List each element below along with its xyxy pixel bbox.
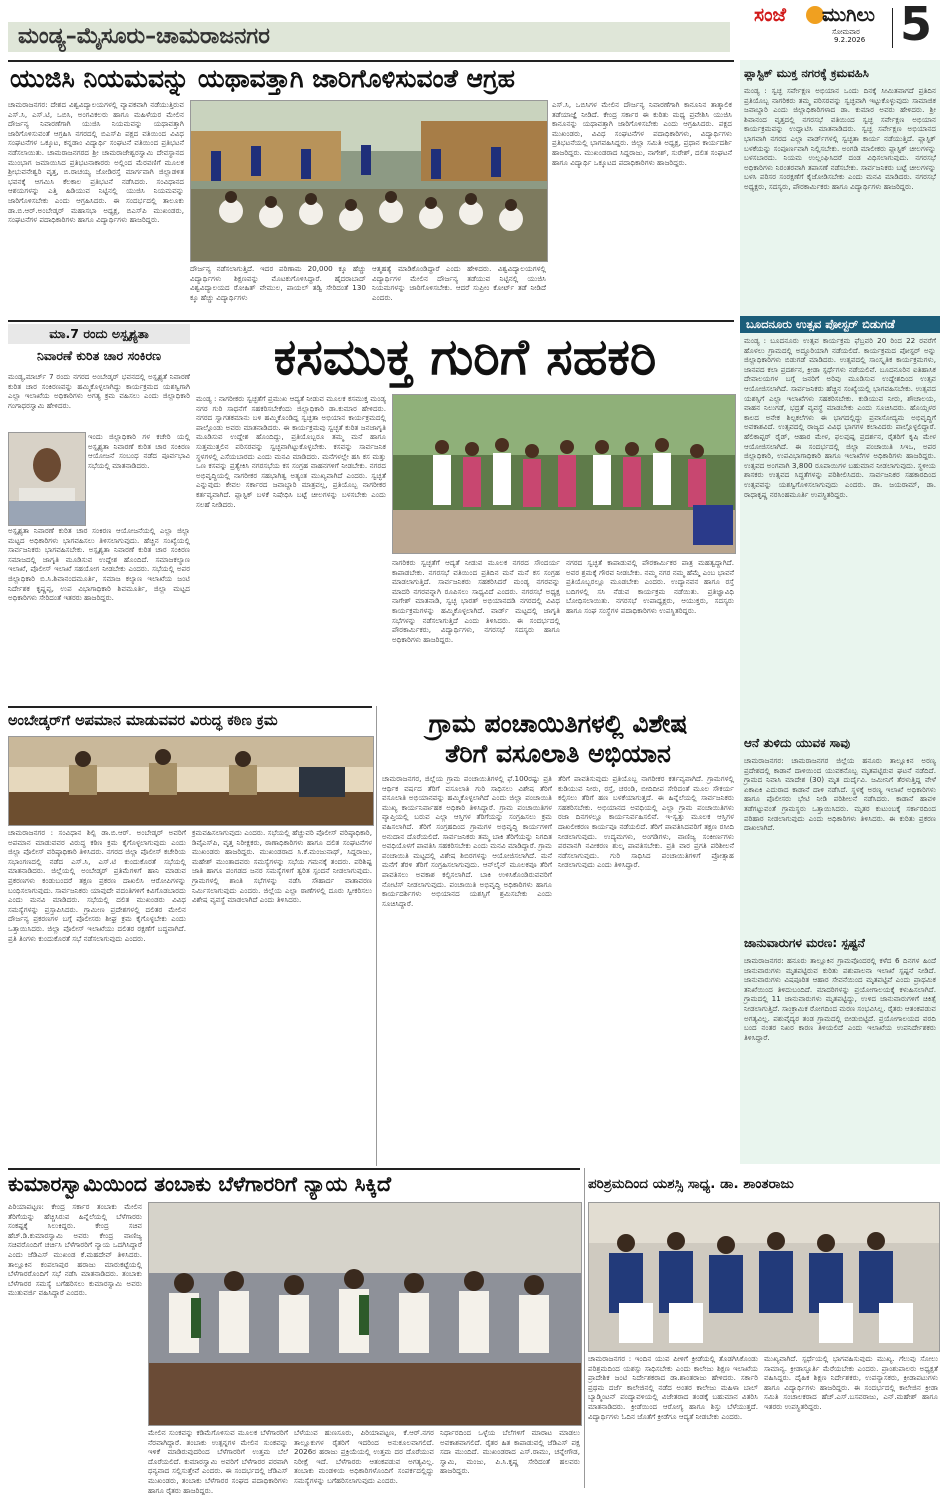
gram-col-2: ತೆರಿಗೆ ಪಾವತಿಸುವುದು ಪ್ರತಿಯೊಬ್ಬ ನಾಗರೀಕರ ಕರ್ತವ್ಯವಾಗಿದೆ. ಗ್ರಾಮಗಳಲ್ಲಿ ಕುಡಿಯುವ ನೀರು, ರಸ್ತೆ, ಚರಂಡಿ, ಬೀದಿದೀಪ ಸೇರಿದಂತೆ ಮೂಲ ಸೌಕರ್ಯ ಕಲ್ಪಿಸಲು ತೆರಿಗೆ ಹಣ ಬಳಕೆಯಾಗುತ್ತದೆ. ಈ ಹಿನ್ನೆಲೆಯಲ್ಲಿ ಸಾರ್ವಜನಿಕರು ಸಹಕರಿಸಬೇಕು. ಅಭಿಯಾನದ ಅವಧಿಯಲ್ಲಿ ಎಲ್ಲಾ ಗ್ರಾಮ ಪಂಚಾಯಿತಿಗಳು ರಜಾ ದಿನಗಳಲ್ಲೂ ಕಾರ್ಯನಿರ್ವಹಿಸಲಿವೆ. ಇ-ಸ್ವತ್ತು ಮೂಲಕ ಆಸ್ತಿಗಳ ದಾಖಲೀಕರಣ ಕಾರ್ಯವೂ ನಡೆಯಲಿದೆ. ತೆರಿಗೆ ಪಾವತಿಸಿದವರಿಗೆ ತಕ್ಷಣ ರಸೀದಿ ನೀಡಲಾಗುವುದು. ಉದ್ಯಮಗಳು, ಅಂಗಡಿಗಳು, ವಾಣಿಜ್ಯ ಸಂಕೀರ್ಣಗಳು ಪರವಾನಗಿ ನವೀಕರಣ ಶುಲ್ಕ ಪಾವತಿಸಬೇಕು. ಪ್ರತಿ ವಾರ ಪ್ರಗತಿ ಪರಿಶೀಲನೆ ನಡೆಸಲಾಗುವುದು. ಗುರಿ ಸಾಧಿಸಿದ ಪಂಚಾಯಿತಿಗಳಿಗೆ ಪ್ರೋತ್ಸಾಹ ನೀಡಲಾಗುವುದು ಎಂದು ತಿಳಿಸಿದ್ದಾರೆ. — [558, 774, 734, 870]
ugc-protest-image — [191, 101, 547, 261]
gram-divider — [376, 706, 377, 1166]
untouch-body: ಅಸ್ಪೃಶ್ಯತಾ ನಿವಾರಣೆ ಕುರಿತ ಚಾರ ಸಂಕಿರಣ ಆಯೋಜನೆಯಲ್ಲಿ ಎಲ್ಲಾ ಜಿಲ್ಲಾ ಮಟ್ಟದ ಅಧಿಕಾರಿಗಳು ಭಾಗವಹಿಸಲು ತಿಳಿಸಲಾಗುವುದು. ಹೆಚ್ಚಿನ ಸಂಖ್ಯೆಯಲ್ಲಿ ಸಾರ್ವಜನಿಕರು ಭಾಗವಹಿಸಬೇಕು. ಅಸ್ಪೃಶ್ಯತಾ ನಿವಾರಣೆ ಕುರಿತ ಚಾರ ಸಂಕಿರಣ ಸಮಾಜದಲ್ಲಿ ಜಾಗೃತಿ ಮೂಡಿಸುವ ಉದ್ದೇಶ ಹೊಂದಿದೆ. ಸಮಾಜಕಲ್ಯಾಣ ಇಲಾಖೆ, ಪೊಲೀಸ್ ಇಲಾಖೆ ಸಹಯೋಗ ನೀಡಬೇಕು ಎಂದರು. ಸಭೆಯಲ್ಲಿ ಅಪರ ಜಿಲ್ಲಾಧಿಕಾರಿ ಬಿ.ಸಿ.ಶಿವಾನಂದಮೂರ್ತಿ, ಸಮಾಜ ಕಲ್ಯಾಣ ಇಲಾಖೆಯ ಜಂಟಿ ನಿರ್ದೇಶಕ ಕೃಷ್ಣಪ್ಪ, ಉಪ ವಿಭಾಗಾಧಿಕಾರಿ ಶಿವಮೂರ್ತಿ, ಜಿಲ್ಲಾ ಮಟ್ಟದ ಅಧಿಕಾರಿಗಳು ಸೇರಿದಂತೆ ಇತರರು ಹಾಜರಿದ್ದರು. — [8, 526, 190, 603]
untouch-headline: ನಿವಾರಣೆ ಕುರಿತ ಚಾರ ಸಂಕಿರಣ — [36, 348, 162, 363]
sidebar-elephant-headline: ಆನೆ ತುಳಿದು ಯುವಕ ಸಾವು — [744, 736, 851, 750]
kasa-col-1: ಮಂಡ್ಯ : ನಾಗರೀಕರು ಸ್ವಚ್ಛತೆಗೆ ಪ್ರಮುಖ ಆದ್ಯತೆ ನೀಡುವ ಮೂಲಕ ಕಸಮುಕ್ತ ಮಂಡ್ಯ ನಗರ ಗುರಿ ಸಾಧನೆಗೆ ಸಹಕರಿಸಬೇಕೆಂದು ಜಿಲ್ಲಾಧಿಕಾರಿ ಡಾ.ಕುಮಾರ ಹೇಳಿದರು. ನಗರದ ಸ್ವಾಗತಕಮಾನು ಬಳಿ ಹಮ್ಮಿಕೊಂಡಿದ್ದ ಸ್ವಚ್ಛತಾ ಅಭಿಯಾನ ಕಾರ್ಯಕ್ರಮದಲ್ಲಿ ಪಾಲ್ಗೊಂಡು ಅವರು ಮಾತನಾಡಿದರು. ಈ ಕಾರ್ಯಕ್ರಮವು ಸ್ವಚ್ಛತೆ ಕುರಿತ ಜನಜಾಗೃತಿ ಮೂಡಿಸುವ ಉದ್ದೇಶ ಹೊಂದಿದ್ದು, ಪ್ರತಿಯೊಬ್ಬರೂ ತಮ್ಮ ಮನೆ ಹಾಗೂ ಸುತ್ತಮುತ್ತಲಿನ ಪರಿಸರವನ್ನು ಸ್ವಚ್ಛವಾಗಿಟ್ಟುಕೊಳ್ಳಬೇಕು. ಕಸವನ್ನು ಸಾರ್ವಜನಿಕ ಸ್ಥಳಗಳಲ್ಲಿ ಎಸೆಯಬಾರದು ಎಂದು ಮನವಿ ಮಾಡಿದರು. ಮನೆಗಳಲ್ಲೇ ಹಸಿ ಕಸ ಮತ್ತು ಒಣ ಕಸವನ್ನು ಪ್ರತ್ಯೇಕಿಸಿ ನಗರಸಭೆಯ ಕಸ ಸಂಗ್ರಹ ವಾಹನಗಳಿಗೆ ನೀಡಬೇಕು. ನಗರದ ಅಭಿವೃದ್ಧಿಯಲ್ಲಿ ನಾಗರೀಕರ ಸಹಭಾಗಿತ್ವ ಅತ್ಯಂತ ಮುಖ್ಯವಾಗಿದೆ ಎಂದರು. ಸ್ವಚ್ಛತೆ ಎನ್ನುವುದು ಕೇವಲ ಸರ್ಕಾರದ ಜವಾಬ್ದಾರಿ ಮಾತ್ರವಲ್ಲ, ಪ್ರತಿಯೊಬ್ಬ ನಾಗರೀಕರ ಕರ್ತವ್ಯವಾಗಿದೆ. ಪ್ಲಾಸ್ಟಿಕ್ ಬಳಕೆ ನಿಷೇಧಿಸಿ ಬಟ್ಟೆ ಚೀಲಗಳನ್ನು ಬಳಸಬೇಕು ಎಂದು ಸಲಹೆ ನೀಡಿದರು. — [196, 394, 386, 509]
sidebar-plastic-text: ಮಂಡ್ಯ : ಸ್ವಚ್ಛ ಸರ್ವೇಕ್ಷಣ ಅಭಿಯಾನ ಒಂದು ದಿನಕ್ಕೆ ಸೀಮಿತವಾಗದೆ ಪ್ರತಿದಿನ ಪ್ರತಿಯೊಬ್ಬ ನಾಗರಿಕರು ತಮ್ಮ ಪರಿಸರವನ್ನು ಸ್ವಚ್ಛವಾಗಿ ಇಟ್ಟುಕೊಳ್ಳುವುದು ಸಾಮಾಜಿಕ ಜವಾಬ್ದಾರಿ ಎಂದು ಜಿಲ್ಲಾಧಿಕಾರಿಗಳಾದ ಡಾ. ಕುಮಾರ ಅವರು ಹೇಳಿದರು. ಶ್ರೀ ಶಿವಾನಂದ ವೃತ್ತದಲ್ಲಿ ನಗರಸಭೆ ವತಿಯಿಂದ ಸ್ವಚ್ಛ ಸರ್ವೇಕ್ಷಣ ಅಭಿಯಾನ ಕಾರ್ಯಕ್ರಮವನ್ನು ಉದ್ಘಾಟಿಸಿ ಮಾತನಾಡಿದರು. ಸ್ವಚ್ಛ ಸರ್ವೇಕ್ಷಣ ಅಭಿಯಾನದ ಭಾಗವಾಗಿ ನಗರದ ಎಲ್ಲಾ ವಾರ್ಡ್‌ಗಳಲ್ಲಿ ಸ್ವಚ್ಛತಾ ಕಾರ್ಯ ನಡೆಯುತ್ತಿದೆ. ಪ್ಲಾಸ್ಟಿಕ್ ಬಳಕೆಯನ್ನು ಸಂಪೂರ್ಣವಾಗಿ ನಿಲ್ಲಿಸಬೇಕು. ಅಂಗಡಿ ಮಾಲೀಕರು ಪ್ಲಾಸ್ಟಿಕ್ ಚೀಲಗಳನ್ನು ಬಳಸಬಾರದು. ನಿಯಮ ಉಲ್ಲಂಘಿಸಿದರೆ ದಂಡ ವಿಧಿಸಲಾಗುವುದು. ನಗರಸಭೆ ಅಧಿಕಾರಿಗಳು ನಿರಂತರವಾಗಿ ತಪಾಸಣೆ ನಡೆಸಬೇಕು. ಸಾರ್ವಜನಿಕರು ಬಟ್ಟೆ ಚೀಲಗಳನ್ನು ಬಳಸಿ ಪರಿಸರ ಸಂರಕ್ಷಣೆಗೆ ಕೈಜೋಡಿಸಬೇಕು ಎಂದು ಮನವಿ ಮಾಡಿದರು. ನಗರಸಭೆ ಅಧ್ಯಕ್ಷರು, ಸದಸ್ಯರು, ಪೌರಕಾರ್ಮಿಕರು ಹಾಗೂ ವಿದ್ಯಾರ್ಥಿಗಳು ಹಾಜರಿದ್ದರು. — [744, 86, 936, 191]
sidebar-cattle-headline: ಜಾನುವಾರುಗಳ ಮರಣ: ಸ್ಪಷ್ಟನೆ — [744, 936, 865, 950]
ambedkar-photo — [8, 736, 374, 826]
sidebar-plastic-headline: ಪ್ಲಾಸ್ಟಿಕ್ ಮುಕ್ತ ನಗರಕ್ಕೆ ಕ್ರಮವಹಿಸಿ — [744, 66, 869, 80]
kasa-pledge-image — [393, 395, 735, 553]
untouch-photo — [8, 432, 86, 526]
kumar-col-4: ನಿರ್ಧಾರದಿಂದ ಒಳ್ಳೆಯ ಬೆಲೆಗಳಿಗೆ ಮಾರಾಟ ಮಾಡಲು ಅವಕಾಶವಾಗಲಿದೆ. ರೈತರ ಹಿತ ಕಾಪಾಡುವಲ್ಲಿ ಜೆಡಿಎಸ್ ಪಕ್ಷ ಸದಾ ಮುಂದಿದೆ. ಮುಖಂಡರಾದ ಎಸ್.ರಾಮು, ಚನ್ನೇಗೌಡ, ಸ್ವಾಮಿ, ಮಂಜು, ಪಿ.ಸಿ.ಕೃಷ್ಣ ಸೇರಿದಂತೆ ಹಲವರು ಹಾಜರಿದ್ದರು. — [440, 1428, 580, 1476]
shantaraju-divider — [584, 1168, 585, 1488]
shantaraju-headline: ಪರಿಶ್ರಮದಿಂದ ಯಶಸ್ಸಿ ಸಾಧ್ಯ. ಡಾ. ಶಾಂತರಾಜು — [588, 1176, 794, 1192]
untouch-side: ಇಂದು ಜಿಲ್ಲಾಧಿಕಾರಿ ಗಳ ಕಚೇರಿ ಯಲ್ಲಿ ಅಸ್ಪೃಶ್ಯತಾ ನಿವಾರಣೆ ಕುರಿತ ಚಾರ ಸಂಕಿರಣ ಆಯೋಜನೆ ಸಂಬಂಧ ನಡೆದ ಪೂರ್ವಭಾವಿ ಸಭೆಯಲ್ಲಿ ಮಾತನಾಡಿದರು. — [88, 432, 190, 470]
gram-headline-1: ಗ್ರಾಮ ಪಂಚಾಯಿತಿಗಳಲ್ಲಿ ವಿಶೇಷ — [428, 709, 688, 738]
untouch-kicker: ಮಾ.7 ರಂದು ಅಸ್ಪೃಶ್ಯತಾ — [49, 326, 149, 341]
ugc-protest-photo — [190, 100, 548, 262]
sidebar-elephant-text: ಚಾಮರಾಜನಗರ: ಚಾಮರಾಜನಗರ ಜಿಲ್ಲೆಯ ಹನೂರು ತಾಲ್ಲೂಕಿನ ಅರಣ್ಯ ಪ್ರದೇಶದಲ್ಲಿ ಕಾಡಾನೆ ದಾಳಿಯಿಂದ ಯುವಕನೊಬ್ಬ ಮೃತಪಟ್ಟಿರುವ ಘಟನೆ ನಡೆದಿದೆ. ಗ್ರಾಮದ ನಿವಾಸಿ ಮಾದೇಶ (30) ಮೃತ ದುರ್ದೈವಿ. ಜಮೀನಿಗೆ ತೆರಳುತ್ತಿದ್ದ ವೇಳೆ ಏಕಾಏಕಿ ಎದುರಾದ ಕಾಡಾನೆ ದಾಳಿ ನಡೆಸಿದೆ. ಸ್ಥಳಕ್ಕೆ ಅರಣ್ಯ ಇಲಾಖೆ ಅಧಿಕಾರಿಗಳು ಹಾಗೂ ಪೊಲೀಸರು ಭೇಟಿ ನೀಡಿ ಪರಿಶೀಲನೆ ನಡೆಸಿದರು. ಕಾಡಾನೆ ಹಾವಳಿ ತಡೆಗಟ್ಟುವಂತೆ ಗ್ರಾಮಸ್ಥರು ಒತ್ತಾಯಿಸಿದರು. ಮೃತರ ಕುಟುಂಬಕ್ಕೆ ಸರ್ಕಾರದಿಂದ ಪರಿಹಾರ ನೀಡಲಾಗುವುದು ಎಂದು ಅಧಿಕಾರಿಗಳು ತಿಳಿಸಿದರು. ಈ ಕುರಿತು ಪ್ರಕರಣ ದಾಖಲಾಗಿದೆ. — [744, 756, 936, 833]
shantaraju-col-1: ಚಾಮರಾಜನಗರ : ಇಂದಿನ ಯುವ ಪೀಳಿಗೆ ಕ್ರೀಡೆಯಲ್ಲಿ ತೊಡಗಿಸಿಕೊಂಡು ಪರಿಶ್ರಮದಿಂದ ಯಶಸ್ಸು ಸಾಧಿಸಬೇಕು ಎಂದು ಕಾಲೇಜು ಶಿಕ್ಷಣ ಇಲಾಖೆಯ ಪ್ರಾದೇಶಿಕ ಜಂಟಿ ನಿರ್ದೇಶಕರಾದ ಡಾ.ಶಾಂತರಾಜು ಹೇಳಿದರು. ಸರ್ಕಾರಿ ಪ್ರಥಮ ದರ್ಜೆ ಕಾಲೇಜಿನಲ್ಲಿ ನಡೆದ ಅಂತರ ಕಾಲೇಜು ಮಹಿಳಾ ಬಾಲ್ ಬ್ಯಾಡ್ಮಿಂಟನ್ ಪಂದ್ಯಾವಳಿಯಲ್ಲಿ ವಿಜೇತರಾದ ತಂಡಕ್ಕೆ ಬಹುಮಾನ ವಿತರಿಸಿ ಮಾತನಾಡಿದರು. ಕ್ರೀಡೆಯಿಂದ ಆರೋಗ್ಯ ಹಾಗೂ ಶಿಸ್ತು ಬೆಳೆಯುತ್ತದೆ. ವಿದ್ಯಾರ್ಥಿಗಳು ಓದಿನ ಜೊತೆಗೆ ಕ್ರೀಡೆಗೂ ಆದ್ಯತೆ ನೀಡಬೇಕು ಎಂದರು. — [588, 1354, 758, 1421]
ugc-headline: ಯುಜಿಸಿ ನಿಯಮವನ್ನು ಯಥಾವತ್ತಾಗಿ ಜಾರಿಗೊಳಿಸುವಂತೆ ಆಗ್ರಹ — [10, 64, 515, 93]
page-number-divider — [892, 8, 893, 48]
gram-headline-2: ತೆರಿಗೆ ವಸೂಲಾತಿ ಅಭಿಯಾನ — [445, 739, 671, 768]
ambedkar-headline: ಅಂಬೇಡ್ಕರ್‌ಗೆ ಅಪಮಾನ ಮಾಡುವವರ ವಿರುದ್ಧ ಕಠಿಣ ಕ್ರಮ — [8, 713, 278, 729]
kumar-photo — [148, 1202, 582, 1426]
ugc-col-3: ಆತ್ಮಹತ್ಯೆ ಮಾಡಿಕೊಂಡಿದ್ದಾರೆ ಎಂದು ಹೇಳಿದರು. ವಿಶ್ವವಿದ್ಯಾಲಯಗಳಲ್ಲಿ ವಿದ್ಯಾರ್ಥಿಗಳ ಮೇಲಿನ ದೌರ್ಜನ್ಯ ತಡೆಯುವ ನಿಟ್ಟಿನಲ್ಲಿ ಯುಜಿಸಿ ನಿಯಮಗಳನ್ನು ಜಾರಿಗೊಳಿಸಬೇಕು. ಆದರೆ ಸುಪ್ರೀಂ ಕೋರ್ಟ್ ತಡೆ ನೀಡಿದೆ ಎಂದರು. — [372, 264, 546, 302]
sidebar-budanur-text: ಮಂಡ್ಯ : ಬೂದನೂರು ಉತ್ಸವ ಕಾರ್ಯಕ್ರಮ ಫೆಬ್ರವರಿ 20 ರಿಂದ 22 ರವರೆಗೆ ಹೊಳಲು ಗ್ರಾಮದಲ್ಲಿ ಅದ್ಧೂರಿಯಾಗಿ ನಡೆಯಲಿದೆ. ಕಾರ್ಯಕ್ರಮದ ಪೋಸ್ಟರ್ ಅನ್ನು ಜಿಲ್ಲಾಧಿಕಾರಿಗಳು ಬಿಡುಗಡೆ ಮಾಡಿದರು. ಉತ್ಸವದಲ್ಲಿ ಸಾಂಸ್ಕೃತಿಕ ಕಾರ್ಯಕ್ರಮಗಳು, ಜಾನಪದ ಕಲಾ ಪ್ರದರ್ಶನ, ಕ್ರೀಡಾ ಸ್ಪರ್ಧೆಗಳು ನಡೆಯಲಿವೆ. ಬೂದನೂರಿನ ಐತಿಹಾಸಿಕ ದೇವಾಲಯಗಳ ಬಗ್ಗೆ ಜನರಿಗೆ ಅರಿವು ಮೂಡಿಸುವ ಉದ್ದೇಶದಿಂದ ಉತ್ಸವ ಆಯೋಜಿಸಲಾಗಿದೆ. ಸಾರ್ವಜನಿಕರು ಹೆಚ್ಚಿನ ಸಂಖ್ಯೆಯಲ್ಲಿ ಭಾಗವಹಿಸಬೇಕು. ಉತ್ಸವದ ಯಶಸ್ಸಿಗೆ ಎಲ್ಲಾ ಇಲಾಖೆಗಳು ಸಹಕರಿಸಬೇಕು. ಕುಡಿಯುವ ನೀರು, ಶೌಚಾಲಯ, ವಾಹನ ನಿಲುಗಡೆ, ಭದ್ರತೆ ವ್ಯವಸ್ಥೆ ಮಾಡಬೇಕು ಎಂದು ಸೂಚಿಸಿದರು. ಹೊಯ್ಸಳರ ಕಾಲದ ಅನೇಕ ಶಿಲ್ಪಕಲೆಗಳು ಈ ಭಾಗದಲ್ಲಿದ್ದು ಪ್ರವಾಸೋದ್ಯಮ ಅಭಿವೃದ್ಧಿಗೆ ಅವಕಾಶವಿದೆ. ಉತ್ಸವದಲ್ಲಿ ರಾಜ್ಯದ ವಿವಿಧ ಭಾಗಗಳ ಕಲಾವಿದರು ಪಾಲ್ಗೊಳ್ಳಲಿದ್ದಾರೆ. ಹೆಲಿಕಾಪ್ಟರ್ ರೈಡ್, ಆಹಾರ ಮೇಳ, ಫಲಪುಷ್ಪ ಪ್ರದರ್ಶನ, ರೈತರಿಗೆ ಕೃಷಿ ಮೇಳ ಆಯೋಜಿಸಲಾಗಿದೆ. ಈ ಸಂದರ್ಭದಲ್ಲಿ ಜಿಲ್ಲಾ ಪಂಚಾಯಿತಿ ಸಿಇಒ, ಅಪರ ಜಿಲ್ಲಾಧಿಕಾರಿ, ಉಪವಿಭಾಗಾಧಿಕಾರಿ ಹಾಗೂ ಇಲಾಖೆಗಳ ಅಧಿಕಾರಿಗಳು ಹಾಜರಿದ್ದರು. ಉತ್ಸವದ ಅಂಗವಾಗಿ 3,800 ರೂಪಾಯಿಗಳ ಬಹುಮಾನ ನೀಡಲಾಗುವುದು. ಸ್ಥಳೀಯ ಶಾಸಕರು ಉತ್ಸವದ ಸಿದ್ಧತೆಗಳನ್ನು ಪರಿಶೀಲಿಸಿದರು. ಸಾರ್ವಜನಿಕರ ಸಹಕಾರದಿಂದ ಉತ್ಸವವನ್ನು ಯಶಸ್ವಿಗೊಳಿಸಲಾಗುವುದು ಎಂದರು. ಡಾ. ಜಯರಾಮ್, ಡಾ. ರಾಧಾಕೃಷ್ಣ ನರಸಿಂಹಮೂರ್ತಿ ಉಪಸ್ಥಿತರಿದ್ದರು. — [744, 336, 936, 499]
paper-logo — [754, 2, 890, 44]
shantaraju-col-2: ಮುಖ್ಯವಾಗಿದೆ. ಸ್ಪರ್ಧೆಯಲ್ಲಿ ಭಾಗವಹಿಸುವುದು ಮುಖ್ಯ. ಗೆಲುವು ಸೋಲು ಸಾಮಾನ್ಯ. ಕ್ರೀಡಾಸ್ಫೂರ್ತಿ ಮೆರೆಯಬೇಕು ಎಂದರು. ಪ್ರಾಂಶುಪಾಲರು ಅಧ್ಯಕ್ಷತೆ ವಹಿಸಿದ್ದರು. ದೈಹಿಕ ಶಿಕ್ಷಣ ನಿರ್ದೇಶಕರು, ಉಪನ್ಯಾಸಕರು, ಕ್ರೀಡಾಪಟುಗಳು ಹಾಗೂ ವಿದ್ಯಾರ್ಥಿಗಳು ಹಾಜರಿದ್ದರು. ಈ ಸಂದರ್ಭದಲ್ಲಿ ಕಾಲೇಜಿನ ಕ್ರೀಡಾ ಸಮಿತಿ ಸಂಚಾಲಕರಾದ ಹೆಚ್.ಎಸ್.ಬಸವರಾಜು, ಎನ್.ಮಹೇಶ್ ಹಾಗೂ ಇತರರು ಉಪಸ್ಥಿತರಿದ್ದರು. — [764, 1354, 938, 1411]
ugc-col-2: ದೌರ್ಜನ್ಯ ನಡೆಸಲಾಗುತ್ತಿದೆ. ಇದರ ಪರಿಣಾಮ 20,000 ಕ್ಕೂ ಹೆಚ್ಚು ವಿದ್ಯಾರ್ಥಿಗಳು ಶಿಕ್ಷಣವನ್ನು ಮೊಟಕುಗೊಳಿಸಿದ್ದಾರೆ. ಹೈದರಾಬಾದ್ ವಿಶ್ವವಿದ್ಯಾಲಯದ ರೋಹಿತ್ ವೇಮುಲ, ಪಾಯಲ್ ತಡ್ವಿ ಸೇರಿದಂತೆ 130 ಕ್ಕೂ ಹೆಚ್ಚು ವಿದ್ಯಾರ್ಥಿಗಳು — [190, 264, 366, 302]
masthead — [0, 0, 945, 60]
issue-date: 9.2.2026 — [834, 36, 866, 44]
ugc-col-1: ಚಾಮರಾಜನಗರ: ದೇಶದ ವಿಶ್ವವಿದ್ಯಾಲಯಗಳಲ್ಲಿ ವ್ಯಾಪಕವಾಗಿ ನಡೆಯುತ್ತಿರುವ ಎಸ್.ಸಿ, ಎಸ್.ಟಿ, ಒಬಿಸಿ, ಅಂಗವಿಕಲರು ಹಾಗೂ ಮಹಿಳೆಯರ ಮೇಲಿನ ದೌರ್ಜನ್ಯ ನಿವಾರಣೆಗಾಗಿ ಯುಜಿಸಿ ನಿಯಮವನ್ನು ಯಥಾವತ್ತಾಗಿ ಜಾರಿಗೊಳಿಸುವಂತೆ ಆಗ್ರಹಿಸಿ ನಗರದಲ್ಲಿ ಬಿಎಸ್‌ಪಿ ಪಕ್ಷದ ವತಿಯಿಂದ ವಿವಿಧ ಸಂಘಟನೆಗಳ ಒಕ್ಕೂಟ, ಕನ್ನಡಾಂ ವಿದ್ಯಾರ್ಥಿ ಸಂಘಟನೆ ವತಿಯಿಂದ ಪ್ರತಿಭಟನೆ ನಡೆಸಲಾಯಿತು. ಚಾಮರಾಜನಗರದ ಶ್ರೀ ಚಾಮರಾಜೇಶ್ವರಸ್ವಾಮಿ ದೇವಸ್ಥಾನದ ಮುಂಭಾಗ ಜಮಾಯಿಸಿದ ಪ್ರತಿಭಟನಾಕಾರರು ಅಲ್ಲಿಂದ ಮೆರವಣಿಗೆ ಮೂಲಕ ಶ್ರೀಭುವನೇಶ್ವರಿ ವೃತ್ತ, ಬಿ.ರಾಚಯ್ಯ ಜೋಡಿರಸ್ತೆ ಮಾರ್ಗವಾಗಿ ಜಿಲ್ಲಾಡಳಿತ ಭವನಕ್ಕೆ ಆಗಮಿಸಿ ಕೆಲಕಾಲ ಪ್ರತಿಭಟನೆ ನಡೆಸಿದರು. ಸಂವಿಧಾನದ ಆಶಯಗಳನ್ನು ಎತ್ತಿ ಹಿಡಿಯುವ ನಿಟ್ಟಿನಲ್ಲಿ ಯುಜಿಸಿ ನಿಯಮವನ್ನು ಜಾರಿಗೊಳಿಸಬೇಕು ಎಂದು ಆಗ್ರಹಿಸಿದರು. ಈ ಸಂದರ್ಭದಲ್ಲಿ ತಾಲೂಕು ಡಾ.ಬಿ.ಆರ್.ಅಂಬೇಡ್ಕರ್ ಮಹಾಸಭಾ ಅಧ್ಯಕ್ಷ, ಬಿಎಸ್‌ಪಿ ಮುಖಂಡರು, ಸಂಘಟನೆಗಳ ಪದಾಧಿಕಾರಿಗಳು ಹಾಗೂ ವಿದ್ಯಾರ್ಥಿಗಳು ಹಾಜರಿದ್ದರು. — [8, 100, 184, 225]
sidebar-budanur-headline: ಬೂದನೂರು ಉತ್ಸವ ಪೋಸ್ಟರ್ ಬಿಡುಗಡೆ — [740, 316, 940, 333]
kasa-headline: ಕಸಮುಕ್ತ ಗುರಿಗೆ ಸಹಕರಿ — [273, 328, 657, 386]
ambedkar-col-1: ಚಾಮರಾಜನಗರ : ಸಂವಿಧಾನ ಶಿಲ್ಪಿ ಡಾ.ಬಿ.ಆರ್. ಅಂಬೇಡ್ಕರ್ ಅವರಿಗೆ ಅಪಮಾನ ಮಾಡುವವರ ವಿರುದ್ಧ ಕಠಿಣ ಕ್ರಮ ಕೈಗೊಳ್ಳಲಾಗುವುದು ಎಂದು ಜಿಲ್ಲಾ ಪೊಲೀಸ್ ವರಿಷ್ಠಾಧಿಕಾರಿ ತಿಳಿಸಿದರು. ನಗರದ ಜಿಲ್ಲಾ ಪೊಲೀಸ್ ಕಚೇರಿಯ ಸಭಾಂಗಣದಲ್ಲಿ ನಡೆದ ಎಸ್.ಸಿ, ಎಸ್.ಟಿ ಕುಂದುಕೊರತೆ ಸಭೆಯಲ್ಲಿ ಮಾತನಾಡಿದರು. ಜಿಲ್ಲೆಯಲ್ಲಿ ಅಂಬೇಡ್ಕರ್ ಪ್ರತಿಮೆಗಳಿಗೆ ಹಾನಿ ಮಾಡುವ ಪ್ರಕರಣಗಳು ಕಂಡುಬಂದರೆ ತಕ್ಷಣ ಪ್ರಕರಣ ದಾಖಲಿಸಿ ಆರೋಪಿಗಳನ್ನು ಬಂಧಿಸಲಾಗುವುದು. ಸಾರ್ವಜನಿಕರು ಯಾವುದೇ ವದಂತಿಗಳಿಗೆ ಕಿವಿಗೊಡಬಾರದು ಎಂದು ಮನವಿ ಮಾಡಿದರು. ಸಭೆಯಲ್ಲಿ ದಲಿತ ಮುಖಂಡರು ವಿವಿಧ ಸಮಸ್ಯೆಗಳನ್ನು ಪ್ರಸ್ತಾಪಿಸಿದರು. ಗ್ರಾಮೀಣ ಪ್ರದೇಶಗಳಲ್ಲಿ ದಲಿತರ ಮೇಲಿನ ದೌರ್ಜನ್ಯ ಪ್ರಕರಣಗಳ ಬಗ್ಗೆ ಪೊಲೀಸರು ಶೀಘ್ರ ಕ್ರಮ ಕೈಗೊಳ್ಳಬೇಕು ಎಂದು ಒತ್ತಾಯಿಸಿದರು. ಜಿಲ್ಲಾ ಪೊಲೀಸ್ ಇಲಾಖೆಯು ದಲಿತರ ರಕ್ಷಣೆಗೆ ಬದ್ಧವಾಗಿದೆ. ಪ್ರತಿ ತಿಂಗಳು ಕುಂದುಕೊರತೆ ಸಭೆ ನಡೆಸಲಾಗುವುದು ಎಂದರು. — [8, 828, 186, 943]
kumar-headline: ಕುಮಾರಸ್ವಾಮಿಯಿಂದ ತಂಬಾಕು ಬೆಳೆಗಾರರಿಗೆ ನ್ಯಾಯ ಸಿಕ್ಕಿದೆ — [8, 1172, 392, 1196]
untouch-lead: ಮಂಡ್ಯ,ಮಾರ್ಚ್ 7 ರಂದು ನಗರದ ಅಂಬೇಡ್ಕರ್ ಭವನದಲ್ಲಿ ಅಸ್ಪೃಶ್ಯತೆ ನಿವಾರಣೆ ಕುರಿತ ಚಾರ ಸಂಕಿರಣವನ್ನು ಹಮ್ಮಿಕೊಳ್ಳಲಾಗಿದ್ದು ಕಾರ್ಯಕ್ರಮದ ಯಶಸ್ವಿಗಾಗಿ ಎಲ್ಲಾ ಇಲಾಖೆಯ ಅಧಿಕಾರಿಗಳು ಅಗತ್ಯ ಕ್ರಮ ವಹಿಸಲು ಎಂದು ಜಿಲ್ಲಾಧಿಕಾರಿ ಗಂಗಾಧರಸ್ವಾಮಿ ಹೇಳಿದರು. — [8, 372, 190, 410]
ambedkar-col-2: ಕ್ರಮವಹಿಸಲಾಗುವುದು ಎಂದರು. ಸಭೆಯಲ್ಲಿ ಹೆಚ್ಚುವರಿ ಪೊಲೀಸ್ ವರಿಷ್ಠಾಧಿಕಾರಿ, ಡಿವೈಎಸ್‌ಪಿ, ವೃತ್ತ ನಿರೀಕ್ಷಕರು, ಠಾಣಾಧಿಕಾರಿಗಳು ಹಾಗೂ ದಲಿತ ಸಂಘಟನೆಗಳ ಮುಖಂಡರು ಹಾಜರಿದ್ದರು. ಮುಖಂಡರಾದ ಸಿ.ಕೆ.ಮಂಜುನಾಥ್, ಸಿದ್ದರಾಜು, ಮಹೇಶ್ ಮುಂತಾದವರು ಸಮಸ್ಯೆಗಳನ್ನು ಸಭೆಯ ಗಮನಕ್ಕೆ ತಂದರು. ಪರಿಶಿಷ್ಟ ಜಾತಿ ಹಾಗೂ ಪಂಗಡದ ಜನರ ಸಮಸ್ಯೆಗಳಿಗೆ ತ್ವರಿತ ಸ್ಪಂದನೆ ನೀಡಲಾಗುವುದು. ಗ್ರಾಮಗಳಲ್ಲಿ ಶಾಂತಿ ಸಭೆಗಳನ್ನು ನಡೆಸಿ ಸೌಹಾರ್ದ ವಾತಾವರಣ ನಿರ್ಮಿಸಲಾಗುವುದು ಎಂದರು. ಜಿಲ್ಲೆಯ ಎಲ್ಲಾ ಠಾಣೆಗಳಲ್ಲಿ ದೂರು ಸ್ವೀಕರಿಸಲು ವಿಶೇಷ ವ್ಯವಸ್ಥೆ ಮಾಡಲಾಗಿದೆ ಎಂದು ತಿಳಿಸಿದರು. — [192, 828, 372, 905]
masthead-region-bar — [8, 22, 730, 52]
untouch-top-rule — [8, 320, 734, 322]
untouch-person-image — [9, 433, 85, 525]
ambedkar-meeting-image — [9, 737, 373, 825]
shantaraju-team-image — [589, 1203, 939, 1351]
ugc-col-4: ಎಸ್.ಸಿ, ಒಬಿಸಿಗಳ ಮೇಲಿನ ದೌರ್ಜನ್ಯ ನಿವಾರಣೆಗಾಗಿ ಕಾನೂನಿನ ತಾತ್ಕಾಲಿಕ ತಡೆಯಾಜ್ಞೆ ನೀಡಿದೆ. ಕೇಂದ್ರ ಸರ್ಕಾರ ಈ ಕುರಿತು ಮಧ್ಯ ಪ್ರವೇಶಿಸಿ ಯುಜಿಸಿ ಕಾನೂನನ್ನು ಯಥಾವತ್ತಾಗಿ ಜಾರಿಗೊಳಿಸಬೇಕು ಎಂದು ಆಗ್ರಹಿಸಿದರು. ಪಕ್ಷದ ಮುಖಂಡರು, ವಿವಿಧ ಸಂಘಟನೆಗಳ ಪದಾಧಿಕಾರಿಗಳು, ವಿದ್ಯಾರ್ಥಿಗಳು ಪ್ರತಿಭಟನೆಯಲ್ಲಿ ಭಾಗವಹಿಸಿದ್ದರು. ಜಿಲ್ಲಾ ಸಮಿತಿ ಅಧ್ಯಕ್ಷ, ಪ್ರಧಾನ ಕಾರ್ಯದರ್ಶಿ ಹಾಜರಿದ್ದರು. ಮುಖಂಡರಾದ ಸಿದ್ದರಾಜು, ನಾಗೇಶ್, ಸುರೇಶ್, ದಲಿತ ಸಂಘಟನೆ ಹಾಗೂ ವಿದ್ಯಾರ್ಥಿ ಒಕ್ಕೂಟದ ಪದಾಧಿಕಾರಿಗಳು ಹಾಜರಿದ್ದರು. — [552, 100, 732, 167]
untouch-kicker-box — [8, 324, 190, 344]
paper-name-1: ಸಂಜೆ — [754, 4, 787, 26]
kumar-col-1: ಪಿರಿಯಾಪಟ್ಟಣ: ಕೇಂದ್ರ ಸರ್ಕಾರ ತಂಬಾಕು ಮೇಲಿನ ತೆರಿಗೆಯನ್ನು ಹೆಚ್ಚಿಸಿರುವ ಹಿನ್ನೆಲೆಯಲ್ಲಿ ಬೆಳೆಗಾರರು ಸಂಕಷ್ಟಕ್ಕೆ ಸಿಲುಕಿದ್ದರು. ಕೇಂದ್ರ ಸಚಿವ ಹೆಚ್.ಡಿ.ಕುಮಾರಸ್ವಾಮಿ ಅವರು ಕೇಂದ್ರ ವಾಣಿಜ್ಯ ಸಚಿವರೊಂದಿಗೆ ಚರ್ಚಿಸಿ ಬೆಳೆಗಾರರಿಗೆ ನ್ಯಾಯ ಒದಗಿಸಿದ್ದಾರೆ ಎಂದು ಜೆಡಿಎಸ್ ಮುಖಂಡ ಕೆ.ಮಹದೇವ್ ತಿಳಿಸಿದರು. ತಾಲ್ಲೂಕಿನ ಕಂಪಲಾಪುರ ಹರಾಜು ಮಾರುಕಟ್ಟೆಯಲ್ಲಿ ಬೆಳೆಗಾರರೊಂದಿಗೆ ಸಭೆ ನಡೆಸಿ ಮಾತನಾಡಿದರು. ತಂಬಾಕು ಬೆಳೆಗಾರರ ಸಮಸ್ಯೆ ಬಗೆಹರಿಸಲು ಕುಮಾರಸ್ವಾಮಿ ಅವರು ಮುತುವರ್ಜಿ ವಹಿಸಿದ್ದಾರೆ ಎಂದರು. — [8, 1202, 142, 1298]
kumar-col-2: ಮೇಲಿನ ಸುಂಕವನ್ನು ಕಡಿಮೆಗೊಳಿಸುವ ಮೂಲಕ ಬೆಳೆಗಾರರಿಗೆ ನೆರವಾಗಿದ್ದಾರೆ. ತಂಬಾಕು ಉತ್ಪನ್ನಗಳ ಮೇಲಿನ ಸುಂಕವನ್ನು ಇಳಿಕೆ ಮಾಡಿರುವುದರಿಂದ ಬೆಳೆಗಾರರಿಗೆ ಉತ್ತಮ ಬೆಲೆ ದೊರೆಯಲಿದೆ. ಕುಮಾರಸ್ವಾಮಿ ಅವರಿಗೆ ಬೆಳೆಗಾರರ ಪರವಾಗಿ ಧನ್ಯವಾದ ಸಲ್ಲಿಸುತ್ತೇವೆ ಎಂದರು. ಈ ಸಂದರ್ಭದಲ್ಲಿ ಜೆಡಿಎಸ್ ಮುಖಂಡರು, ತಂಬಾಕು ಬೆಳೆಗಾರರ ಸಂಘದ ಪದಾಧಿಕಾರಿಗಳು ಹಾಗೂ ರೈತರು ಹಾಜರಿದ್ದರು. — [148, 1428, 288, 1495]
shantaraju-photo — [588, 1202, 940, 1352]
gram-col-1: ಚಾಮರಾಜನಗರ, ಜಿಲ್ಲೆಯ ಗ್ರಾಮ ಪಂಚಾಯಿತಿಗಳಲ್ಲಿ ಫೆ.100ರಷ್ಟು ಪ್ರತಿ ಆರ್ಥಿಕ ವರ್ಷದ ತೆರಿಗೆ ವಸೂಲಾತಿ ಗುರಿ ಸಾಧಿಸಲು ವಿಶೇಷ ತೆರಿಗೆ ವಸೂಲಾತಿ ಅಭಿಯಾನವನ್ನು ಹಮ್ಮಿಕೊಳ್ಳಲಾಗಿದೆ ಎಂದು ಜಿಲ್ಲಾ ಪಂಚಾಯಿತಿ ಮುಖ್ಯ ಕಾರ್ಯನಿರ್ವಾಹಕ ಅಧಿಕಾರಿ ತಿಳಿಸಿದ್ದಾರೆ. ಗ್ರಾಮ ಪಂಚಾಯಿತಿಗಳ ವ್ಯಾಪ್ತಿಯಲ್ಲಿ ಬರುವ ಎಲ್ಲಾ ಆಸ್ತಿಗಳ ತೆರಿಗೆಯನ್ನು ಸಂಗ್ರಹಿಸಲು ಕ್ರಮ ವಹಿಸಲಾಗಿದೆ. ತೆರಿಗೆ ಸಂಗ್ರಹದಿಂದ ಗ್ರಾಮಗಳ ಅಭಿವೃದ್ಧಿ ಕಾರ್ಯಗಳಿಗೆ ಅನುದಾನ ದೊರೆಯಲಿದೆ. ಸಾರ್ವಜನಿಕರು ತಮ್ಮ ಬಾಕಿ ತೆರಿಗೆಯನ್ನು ನಿಗದಿತ ಅವಧಿಯೊಳಗೆ ಪಾವತಿಸಿ ಸಹಕರಿಸಬೇಕು ಎಂದು ಮನವಿ ಮಾಡಿದ್ದಾರೆ. ಗ್ರಾಮ ಪಂಚಾಯಿತಿ ಮಟ್ಟದಲ್ಲಿ ವಿಶೇಷ ಶಿಬಿರಗಳನ್ನು ಆಯೋಜಿಸಲಾಗಿದೆ. ಮನೆ ಮನೆಗೆ ತೆರಳಿ ತೆರಿಗೆ ಸಂಗ್ರಹಿಸಲಾಗುವುದು. ಆನ್‌ಲೈನ್ ಮೂಲಕವೂ ತೆರಿಗೆ ಪಾವತಿಸಲು ಅವಕಾಶ ಕಲ್ಪಿಸಲಾಗಿದೆ. ಬಾಕಿ ಉಳಿಸಿಕೊಂಡಿರುವವರಿಗೆ ನೋಟಿಸ್ ನೀಡಲಾಗುವುದು. ಪಂಚಾಯಿತಿ ಅಭಿವೃದ್ಧಿ ಅಧಿಕಾರಿಗಳು ಹಾಗೂ ಕಾರ್ಯದರ್ಶಿಗಳು ಅಭಿಯಾನದ ಯಶಸ್ಸಿಗೆ ಶ್ರಮಿಸಬೇಕು ಎಂದು ಸೂಚಿಸಿದ್ದಾರೆ. — [382, 774, 552, 908]
kumar-col-3: ಬೆಳೆಯುವ ಹುಣಸೂರು, ಪಿರಿಯಾಪಟ್ಟಣ, ಕೆ.ಆರ್.ನಗರ ತಾಲ್ಲೂಕುಗಳ ರೈತರಿಗೆ ಇದರಿಂದ ಅನುಕೂಲವಾಗಲಿದೆ. 2026ರ ಹರಾಜು ಪ್ರಕ್ರಿಯೆಯಲ್ಲಿ ಉತ್ತಮ ದರ ದೊರೆಯುವ ನಿರೀಕ್ಷೆ ಇದೆ. ಬೆಳೆಗಾರರು ಆತಂಕಪಡುವ ಅಗತ್ಯವಿಲ್ಲ. ತಂಬಾಕು ಮಂಡಳಿಯ ಅಧಿಕಾರಿಗಳೊಂದಿಗೆ ಸಂಪರ್ಕದಲ್ಲಿದ್ದು ಸಮಸ್ಯೆಗಳನ್ನು ಬಗೆಹರಿಸಲಾಗುವುದು ಎಂದರು. — [294, 1428, 434, 1485]
kumar-meeting-image — [149, 1203, 581, 1425]
kasa-col-3: ನಗರದ ಸ್ವಚ್ಛತೆ ಕಾಪಾಡುವಲ್ಲಿ ಪೌರಕಾರ್ಮಿಕರ ಪಾತ್ರ ಮಹತ್ವದ್ದಾಗಿದೆ. ಅವರ ಶ್ರಮಕ್ಕೆ ಗೌರವ ನೀಡಬೇಕು. ನಮ್ಮ ನಗರ ನಮ್ಮ ಹೆಮ್ಮೆ ಎಂಬ ಭಾವನೆ ಪ್ರತಿಯೊಬ್ಬರಲ್ಲೂ ಮೂಡಬೇಕು ಎಂದರು. ಉದ್ಯಾನವನ ಹಾಗೂ ರಸ್ತೆ ಬದಿಗಳಲ್ಲಿ ಸಸಿ ನೆಡುವ ಕಾರ್ಯಕ್ರಮ ನಡೆಯಿತು. ಪ್ರತಿಜ್ಞಾವಿಧಿ ಬೋಧಿಸಲಾಯಿತು. ನಗರಸಭೆ ಉಪಾಧ್ಯಕ್ಷರು, ಆಯುಕ್ತರು, ಸದಸ್ಯರು ಹಾಗೂ ಸಂಘ ಸಂಸ್ಥೆಗಳ ಪದಾಧಿಕಾರಿಗಳು ಉಪಸ್ಥಿತರಿದ್ದರು. — [566, 558, 734, 615]
kasa-col-2: ನಾಗರಿಕರು ಸ್ವಚ್ಛತೆಗೆ ಆದ್ಯತೆ ನೀಡುವ ಮೂಲಕ ನಗರದ ಸೌಂದರ್ಯ ಕಾಪಾಡಬೇಕು. ನಗರಸಭೆ ವತಿಯಿಂದ ಪ್ರತಿದಿನ ಮನೆ ಮನೆ ಕಸ ಸಂಗ್ರಹ ಮಾಡಲಾಗುತ್ತಿದೆ. ಸಾರ್ವಜನಿಕರು ಸಹಕರಿಸಿದರೆ ಮಂಡ್ಯ ನಗರವನ್ನು ಮಾದರಿ ನಗರವನ್ನಾಗಿ ರೂಪಿಸಲು ಸಾಧ್ಯವಿದೆ ಎಂದರು. ನಗರಸಭೆ ಅಧ್ಯಕ್ಷ ನಾಗೇಶ್ ಮಾತನಾಡಿ, ಸ್ವಚ್ಛ ಭಾರತ್ ಅಭಿಯಾನದಡಿ ನಗರದಲ್ಲಿ ವಿವಿಧ ಕಾರ್ಯಕ್ರಮಗಳನ್ನು ಹಮ್ಮಿಕೊಳ್ಳಲಾಗಿದೆ. ವಾರ್ಡ್ ಮಟ್ಟದಲ್ಲಿ ಜಾಗೃತಿ ಸಭೆಗಳನ್ನು ನಡೆಸಲಾಗುತ್ತಿದೆ ಎಂದು ತಿಳಿಸಿದರು. ಈ ಸಂದರ್ಭದಲ್ಲಿ ಪೌರಕಾರ್ಮಿಕರು, ವಿದ್ಯಾರ್ಥಿಗಳು, ನಗರಸಭೆ ಸದಸ್ಯರು ಹಾಗೂ ಅಧಿಕಾರಿಗಳು ಹಾಜರಿದ್ದರು. — [392, 558, 560, 644]
page-number: 5 — [900, 0, 933, 51]
kasa-photo — [392, 394, 736, 554]
sidebar-cattle-text: ಚಾಮರಾಜನಗರ: ಹನೂರು ತಾಲ್ಲೂಕಿನ ಗ್ರಾಮವೊಂದರಲ್ಲಿ ಕಳೆದ 6 ದಿನಗಳ ಹಿಂದೆ ಜಾನುವಾರುಗಳು ಮೃತಪಟ್ಟಿರುವ ಕುರಿತು ಪಶುಪಾಲನಾ ಇಲಾಖೆ ಸ್ಪಷ್ಟನೆ ನೀಡಿದೆ. ಜಾನುವಾರುಗಳು ವಿಷಪೂರಿತ ಆಹಾರ ಸೇವನೆಯಿಂದ ಮೃತಪಟ್ಟಿವೆ ಎಂದು ಪ್ರಾಥಮಿಕ ತನಿಖೆಯಿಂದ ತಿಳಿದುಬಂದಿದೆ. ಮಾದರಿಗಳನ್ನು ಪ್ರಯೋಗಾಲಯಕ್ಕೆ ಕಳುಹಿಸಲಾಗಿದೆ. ಗ್ರಾಮದಲ್ಲಿ 11 ಜಾನುವಾರುಗಳು ಮೃತಪಟ್ಟಿದ್ದು, ಉಳಿದ ಜಾನುವಾರುಗಳಿಗೆ ಚಿಕಿತ್ಸೆ ನೀಡಲಾಗುತ್ತಿದೆ. ಸಾಂಕ್ರಾಮಿಕ ರೋಗದಿಂದ ಮರಣ ಸಂಭವಿಸಿಲ್ಲ. ರೈತರು ಆತಂಕಪಡುವ ಅಗತ್ಯವಿಲ್ಲ. ಪಶುವೈದ್ಯರ ತಂಡ ಗ್ರಾಮದಲ್ಲಿ ಬೀಡುಬಿಟ್ಟಿದೆ. ಪ್ರಯೋಗಾಲಯದ ವರದಿ ಬಂದ ನಂತರ ನಿಖರ ಕಾರಣ ತಿಳಿಯಲಿದೆ ಎಂದು ಇಲಾಖೆಯ ಉಪನಿರ್ದೇಶಕರು ತಿಳಿಸಿದ್ದಾರೆ. — [744, 956, 936, 1042]
paper-name-2: ಮುಗಿಲು — [822, 4, 875, 26]
issue-day: ಸೋಮವಾರ — [832, 28, 860, 36]
region-title: ಮಂಡ್ಯ–ಮೈಸೂರು–ಚಾಮರಾಜನಗರ — [18, 24, 270, 49]
